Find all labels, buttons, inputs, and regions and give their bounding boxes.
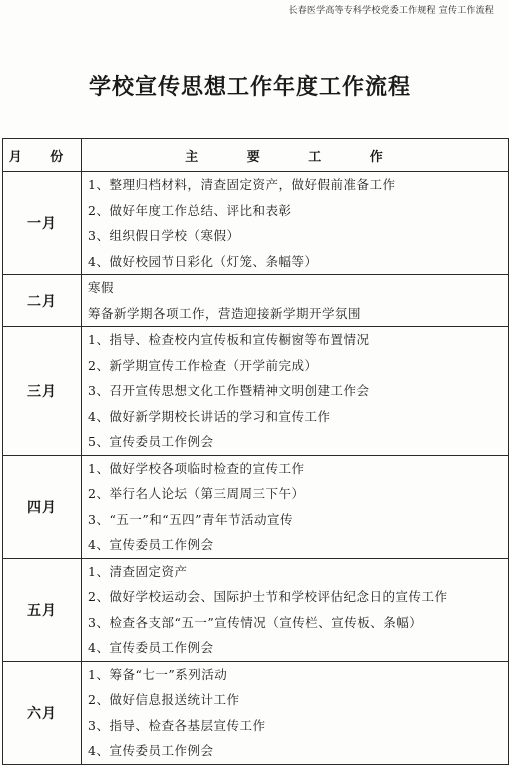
task-item: 4、宣传委员工作例会: [88, 743, 214, 758]
month-cell: 三月: [3, 327, 82, 456]
table-row: [3, 327, 509, 456]
tasks-cell: [82, 275, 509, 327]
month-column-header: 月 份: [3, 139, 82, 172]
task-item: 4、宣传委员工作例会: [88, 640, 214, 655]
table-row: [3, 455, 509, 558]
task-item: 5、宣传委员工作例会: [88, 434, 214, 449]
task-item: 2、新学期宣传工作检查（开学前完成）: [88, 357, 318, 373]
month-cell: 一月: [3, 172, 82, 275]
task-item: 3、检查各支部“五一”宣传情况（宣传栏、宣传板、条幅）: [88, 614, 423, 630]
tasks-cell: [82, 327, 509, 456]
task-item: 寒假: [88, 280, 115, 295]
table-row: [3, 558, 509, 661]
task-item: 2、举行名人论坛（第三周周三下午）: [88, 486, 305, 501]
page-title: 学校宣传思想工作年度工作流程: [88, 75, 411, 100]
task-item: 3、指导、检查各基层宣传工作: [88, 717, 266, 733]
tasks-cell: [82, 558, 509, 661]
table-header-row: [3, 139, 509, 172]
task-item: 3、“五一”和“五四”青年节活动宣传: [88, 511, 294, 527]
task-item: 4、做好新学期校长讲话的学习和宣传工作: [88, 408, 331, 424]
task-item: 2、做好信息报送统计工作: [88, 692, 240, 707]
task-item: 3、组织假日学校（寒假）: [88, 228, 240, 243]
task-item: 4、宣传委员工作例会: [88, 537, 214, 552]
task-item: 2、做好年度工作总结、评比和表彰: [88, 202, 292, 218]
task-item: 2、做好学校运动会、国际护士节和学校评估纪念日的宣传工作: [88, 589, 448, 604]
task-item: 4、做好校园节日彩化（灯笼、条幅等）: [88, 253, 318, 269]
tasks-cell: [82, 661, 509, 764]
task-item: 1、做好学校各项临时检查的宣传工作: [88, 460, 305, 476]
tasks-cell: [82, 172, 509, 275]
task-item: 1、筹备“七一”系列活动: [88, 666, 228, 682]
workflow-table: [2, 138, 509, 765]
month-cell: 四月: [3, 455, 82, 558]
task-item: 1、清查固定资产: [88, 563, 188, 579]
month-cell: 二月: [3, 275, 82, 327]
table-body: [3, 172, 509, 765]
month-cell: 五月: [3, 558, 82, 661]
month-cell: 六月: [3, 661, 82, 764]
table-row: [3, 275, 509, 327]
work-column-header: 主 要 工 作: [82, 139, 509, 172]
running-header: 长春医学高等专科学校党委工作规程 宣传工作流程: [288, 6, 494, 16]
task-item: 3、召开宣传思想文化工作暨精神文明创建工作会: [88, 383, 370, 398]
task-item: 1、指导、检查校内宣传板和宣传橱窗等布置情况: [88, 332, 370, 347]
table-row: [3, 172, 509, 275]
task-item: 筹备新学期各项工作，营造迎接新学期开学氛围: [88, 305, 362, 321]
tasks-cell: [82, 455, 509, 558]
task-item: 1、整理归档材料，清查固定资产，做好假前准备工作: [88, 177, 396, 192]
table-row: [3, 661, 509, 764]
